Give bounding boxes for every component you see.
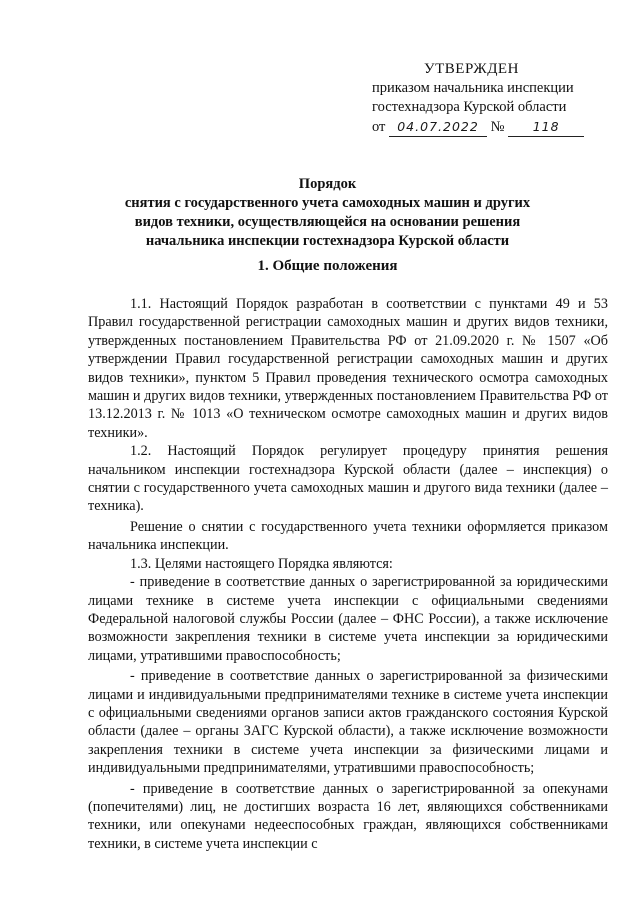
list-item-guardians: - приведение в соответствие данных о зарегистрированной за опекунами (попечителями) лиц, не достигших возраста 16 лет, являющихся собственниками техники, или опекунами недееспособных граждан, являющихся собственниками техники, в системе учета инспекции с xyxy=(88,780,608,852)
paragraph-decision: Решение о снятии с государственного учета техники оформляется приказом начальника инспекции. xyxy=(88,518,608,554)
title-line-4: начальника инспекции гостехнадзора Курской области xyxy=(145,233,510,249)
title-line-3: видов техники, осуществляющейся на основании решения xyxy=(134,214,521,230)
from-label: от xyxy=(372,119,386,135)
title-line-1: Порядок xyxy=(298,176,357,192)
approval-stamp xyxy=(372,60,612,137)
approval-line-2: гостехнадзора Курской области xyxy=(372,99,567,115)
approval-date-number-line xyxy=(372,117,612,137)
list-item-legal-entities: - приведение в соответствие данных о зарегистрированной за юридическими лицами технике в системе учета инспекции с официальными сведениями Федеральной налоговой службы России (далее – ФНС России), а также исключение возможности закрепления техники в системе учета инспекции за юридическими лицами, утратившими правоспособность; xyxy=(88,574,608,664)
order-date: 04.07.2022 xyxy=(389,117,487,137)
document-body xyxy=(88,295,608,853)
document-title xyxy=(95,175,560,251)
number-label: № xyxy=(490,119,505,135)
order-number: 118 xyxy=(508,117,584,137)
paragraph-1-2: 1.2. Настоящий Порядок регулирует процедуру принятия решения начальником инспекции гостехнадзора Курской области (далее – инспекция) о снятии с государственного учета самоходных машин и другого вида техники (далее – техника). xyxy=(88,443,608,515)
section-title: 1. Общие положения xyxy=(257,258,398,274)
paragraph-1-1: 1.1. Настоящий Порядок разработан в соответствии с пунктами 49 и 53 Правил государственной регистрации самоходных машин и других видов техники, утвержденных постановлением Правительства РФ от 21.09.2020 г. № 1507 «Об утверждении Правил государственной регистрации самоходных машин и других видов техники», пунктом 5 Правил проведения технического осмотра самоходных машин и других видов техники, утвержденных постановлением Правительства РФ от 13.12.2013 г. № 1013 «О техническом осмотре самоходных машин и других видов техники». xyxy=(88,296,608,441)
approval-line-1: приказом начальника инспекции xyxy=(372,80,574,96)
paragraph-1-3: 1.3. Целями настоящего Порядка являются: xyxy=(130,555,393,572)
title-line-2: снятия с государственного учета самоходных машин и других xyxy=(124,195,531,211)
approval-title: УТВЕРЖДЕН xyxy=(424,61,519,77)
list-item-individuals: - приведение в соответствие данных о зарегистрированной за физическими лицами и индивидуальными предпринимателями технике в системе учета инспекции с официальными сведениями органов записи актов гражданского состояния Курской области (далее – органы ЗАГС Курской области), а также исключение возможности закрепления техники в системе учета инспекции за физическими лицами и индивидуальными предпринимателями, утратившими правоспособность; xyxy=(88,668,608,777)
